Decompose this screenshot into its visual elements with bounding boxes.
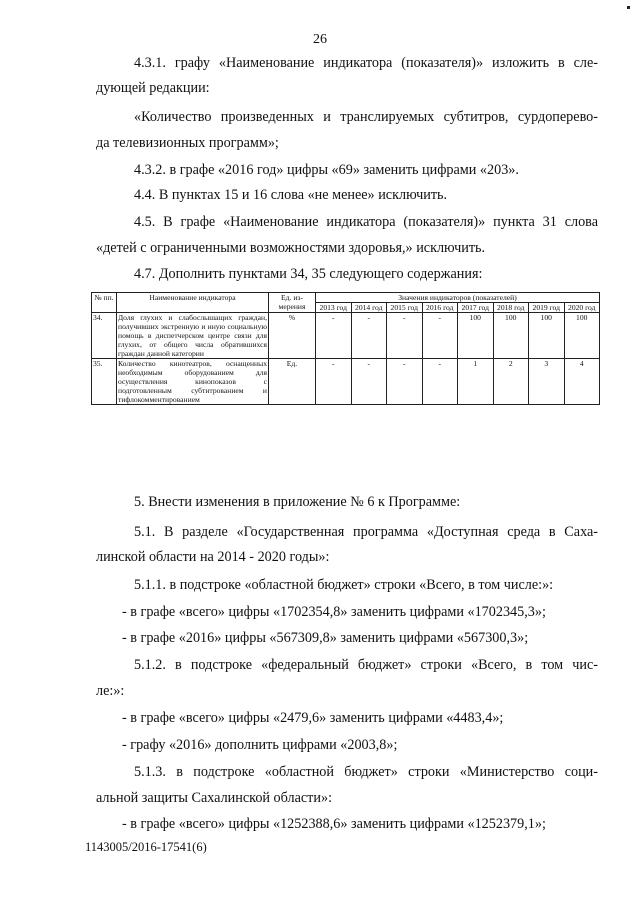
table-row — [92, 359, 600, 405]
paragraph-line: «Количество произведенных и транслируемых субтитров, сурдоперево- — [134, 109, 598, 125]
row-value: - — [387, 313, 423, 359]
row-value: - — [387, 359, 423, 405]
row-value: 2 — [493, 359, 529, 405]
page-number: 26 — [313, 32, 327, 47]
row-value: 100 — [564, 313, 600, 359]
row-unit: % — [269, 313, 316, 359]
row-value: 4 — [564, 359, 600, 405]
header-name: Наименование индикатора — [117, 293, 269, 313]
header-num: № пп. — [92, 293, 117, 313]
paragraph-line: - в графе «всего» цифры «1702354,8» заменить цифрами «1702345,3»; — [122, 604, 546, 620]
row-value: 100 — [529, 313, 565, 359]
year-cell: 2015 год — [387, 303, 423, 313]
row-value: - — [316, 359, 352, 405]
paragraph-line: - в графе «всего» цифры «1252388,6» заменить цифрами «1252379,1»; — [122, 816, 546, 832]
year-cell: 2019 год — [529, 303, 565, 313]
paragraph-line: 4.7. Дополнить пунктами 34, 35 следующего содержания: — [134, 266, 483, 282]
paragraph-line: 5.1.2. в подстроке «федеральный бюджет» строки «Всего, в том чис- — [134, 657, 598, 673]
paragraph-line: альной защиты Сахалинской области»: — [96, 790, 333, 806]
row-value: - — [316, 313, 352, 359]
paragraph-line: 4.3.2. в графе «2016 год» цифры «69» заменить цифрами «203». — [134, 162, 519, 178]
row-value: - — [351, 359, 387, 405]
paragraph-line: 5.1. В разделе «Государственная программа «Доступная среда в Саха- — [134, 524, 598, 540]
year-cell: 2014 год — [351, 303, 387, 313]
paragraph-line: «детей с ограниченными возможностями здоровья,» исключить. — [96, 240, 486, 256]
paragraph-line: 4.5. В графе «Наименование индикатора (показателя)» пункта 31 слова — [134, 214, 598, 230]
year-cell: 2018 год — [493, 303, 529, 313]
paragraph-line: 4.4. В пунктах 15 и 16 слова «не менее» исключить. — [134, 187, 448, 203]
table-header-row — [92, 293, 600, 303]
document-code: 1143005/2016-17541(6) — [85, 840, 207, 854]
row-num: 35. — [92, 359, 117, 405]
paragraph-line: да телевизионных программ»; — [96, 135, 279, 151]
table-row — [92, 313, 600, 359]
row-unit: Ед. — [269, 359, 316, 405]
row-value: 1 — [458, 359, 494, 405]
paragraph-line: ле:»: — [96, 683, 125, 699]
scan-dot — [627, 6, 630, 9]
paragraph-line: - в графе «всего» цифры «2479,6» заменить цифрами «4483,4»; — [122, 710, 504, 726]
paragraph-line: 5.1.3. в подстроке «областной бюджет» строки «Министерство соци- — [134, 764, 598, 780]
row-value: - — [422, 359, 458, 405]
year-cell: 2020 год — [564, 303, 600, 313]
paragraph-line: - в графе «2016» цифры «567309,8» заменить цифрами «567300,3»; — [122, 630, 529, 646]
year-cell: 2016 год — [422, 303, 458, 313]
paragraph-line: дующей редакции: — [96, 80, 210, 96]
year-cell: 2017 год — [458, 303, 494, 313]
header-unit: Ед. из-мерения — [269, 293, 316, 313]
header-values: Значения индикаторов (показателей) — [316, 293, 600, 303]
row-value: - — [422, 313, 458, 359]
indicator-table — [91, 292, 600, 405]
year-cell: 2013 год — [316, 303, 352, 313]
paragraph-line: 5.1.1. в подстроке «областной бюджет» строки «Всего, в том числе:»: — [134, 577, 554, 593]
row-name: Доля глухих и слабослышащих граждан, получивших экстренную и иную социальную помощь в диспетчерском центре связи для глухих, от общего числа обратившихся граждан данной категории — [118, 313, 267, 358]
row-value: 100 — [493, 313, 529, 359]
paragraph-line: 4.3.1. графу «Наименование индикатора (показателя)» изложить в сле- — [134, 55, 598, 71]
row-value: 100 — [458, 313, 494, 359]
row-value: 3 — [529, 359, 565, 405]
paragraph-line: - графу «2016» дополнить цифрами «2003,8»; — [122, 737, 398, 753]
row-name: Количество кинотеатров, оснащенных необходимым оборудованием для осуществления кинопоказов с подготовленным субтитрованием и тифлокомментированием — [118, 359, 267, 404]
paragraph-line: линской области на 2014 - 2020 годы»: — [96, 549, 330, 565]
row-num: 34. — [92, 313, 117, 359]
row-value: - — [351, 313, 387, 359]
paragraph-line: 5. Внести изменения в приложение № 6 к Программе: — [134, 494, 461, 510]
